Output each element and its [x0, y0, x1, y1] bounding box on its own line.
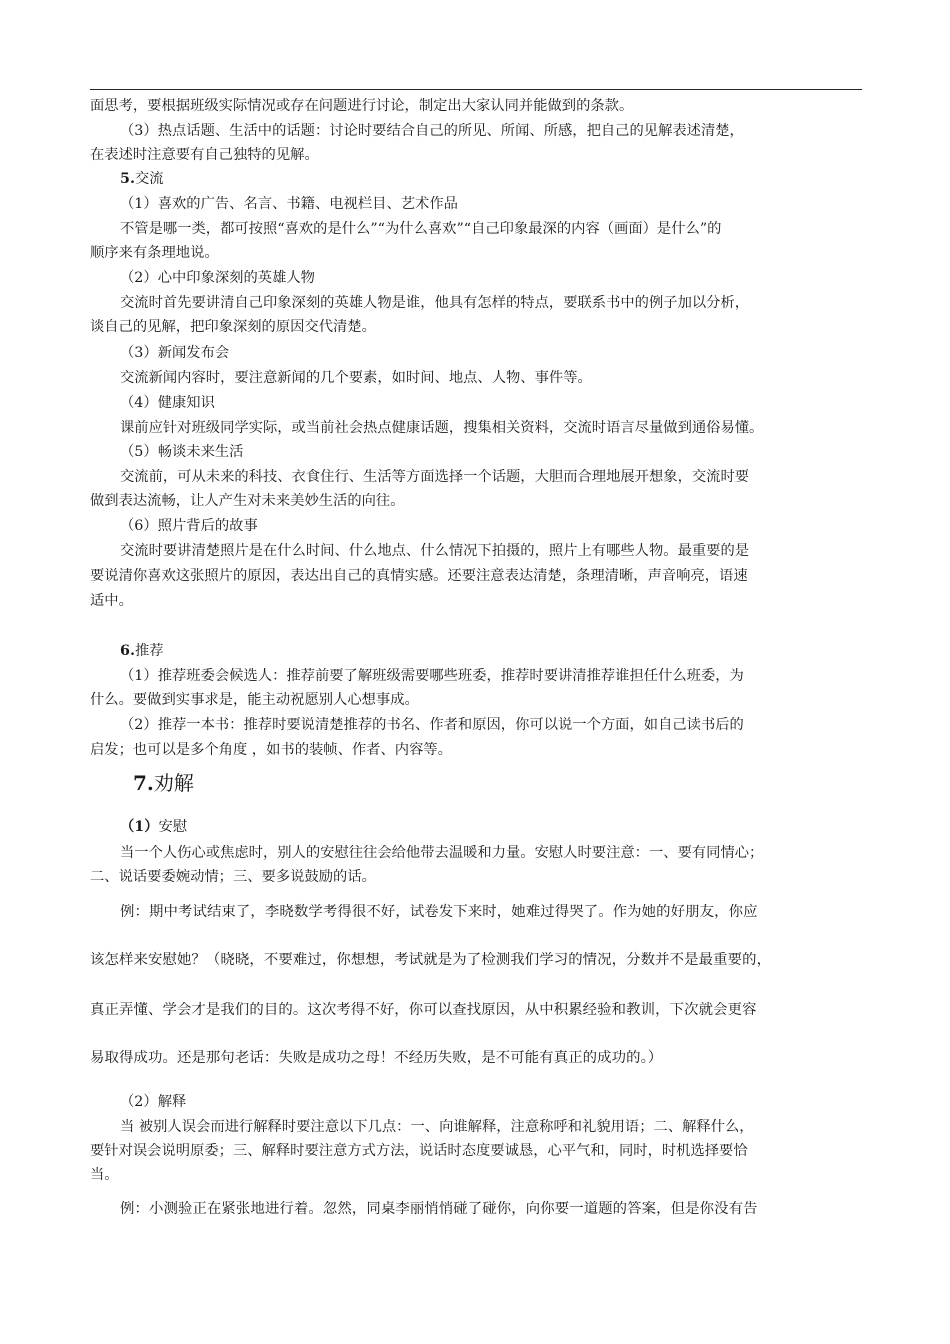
text-line: 交流时要讲清楚照片是在什么时间、什么地点、什么情况下拍摄的，照片上有哪些人物。最重要的是	[120, 543, 750, 559]
example-line: 真正弄懂、学会才是我们的目的。这次考得不好，你可以查找原因，从中积累经验和教训，下次就会更容	[90, 1002, 757, 1018]
subsection-heading: （1）喜欢的广告、名言、书籍、电视栏目、艺术作品	[120, 196, 458, 212]
text-line: （3）热点话题、生活中的话题：讨论时要结合自己的所见、所闻、所感，把自己的见解表述清楚，	[120, 123, 744, 139]
section-number: 5.	[120, 171, 135, 187]
text-line: 当。	[90, 1167, 119, 1183]
example-line: 该怎样来安慰她？（晓晓，不要难过，你想想，考试就是为了检测我们学习的情况，分数并不是最重要的，	[90, 952, 772, 968]
subsection-heading: （3）新闻发布会	[120, 345, 230, 361]
text-line: 交流前，可从未来的科技、衣食住行、生活等方面选择一个话题，大胆而合理地展开想象，交流时要	[120, 469, 750, 485]
text-line: 课前应针对班级同学实际，或当前社会热点健康话题，搜集相关资料，交流时语言尽量做到通俗易懂。	[120, 420, 764, 436]
subsection-heading: （4）健康知识	[120, 395, 215, 411]
section-title: 交流	[134, 171, 164, 187]
text-line: 交流时首先要讲清自己印象深刻的英雄人物是谁，他具有怎样的特点，要联系书中的例子加以分析，	[120, 295, 750, 311]
text-line: 顺序来有条理地说。	[90, 245, 219, 261]
text-line: 在表述时注意要有自己独特的见解。	[90, 147, 319, 163]
subsection-heading: （5）畅谈未来生活	[120, 444, 244, 460]
example-line: 例：期中考试结束了，李晓数学考得很不好，试卷发下来时，她难过得哭了。作为她的好朋友，你应	[120, 904, 758, 920]
subsection-title: 安慰	[158, 819, 188, 835]
example-line: 易取得成功。还是那句老话：失败是成功之母！不经历失败，是不可能有真正的成功的。）	[90, 1050, 663, 1066]
section-number: 7.	[133, 771, 154, 795]
text-line: 要说清你喜欢这张照片的原因，表达出自己的真情实感。还要注意表达清楚，条理清晰，声音响亮，语速	[90, 568, 748, 584]
text-line: 当一个人伤心或焦虑时，别人的安慰往往会给他带去温暖和力量。安慰人时要注意：一、要有同情心；	[120, 845, 764, 861]
subsection-heading: （2）解释	[120, 1094, 187, 1110]
text-line: 做到表达流畅，让人产生对未来美妙生活的向往。	[90, 493, 405, 509]
text-line: 交流新闻内容时，要注意新闻的几个要素，如时间、地点、人物、事件等。	[120, 370, 592, 386]
text-line: 启发；也可以是多个角度 ，如书的装帧、作者、内容等。	[90, 742, 452, 758]
text-line: 谈自己的见解，把印象深刻的原因交代清楚。	[90, 319, 376, 335]
header-rule	[90, 89, 862, 90]
section-number: 6.	[120, 643, 135, 659]
text-line: 不管是哪一类，都可按照“喜欢的是什么”“为什么喜欢”“自己印象最深的内容（画面）是什么”的	[120, 221, 722, 237]
text-line: 适中。	[90, 593, 133, 609]
section-heading-6	[120, 641, 862, 661]
text-line: 要针对误会说明原委；三、解释时要注意方式方法，说话时态度要诚恳，心平气和，同时，时机选择要恰	[90, 1143, 748, 1159]
section-heading-7	[133, 770, 194, 796]
subsection-number: （1）	[120, 819, 159, 835]
subsection-heading: （2）心中印象深刻的英雄人物	[120, 270, 315, 286]
text-line: （2）推荐一本书：推荐时要说清楚推荐的书名、作者和原因，你可以说一个方面，如自己读书后的	[120, 717, 744, 733]
text-line: 面思考，要根据班级实际情况或存在问题进行讨论，制定出大家认同并能做到的条款。	[90, 98, 634, 114]
text-line: 二、说话要委婉动情；三、要多说鼓励的话。	[90, 869, 376, 885]
text-line: 什么。要做到实事求是，能主动祝愿别人心想事成。	[90, 692, 419, 708]
section-heading-5	[120, 169, 862, 189]
subsection-heading: （6）照片背后的故事	[120, 518, 258, 534]
example-line: 例：小测验正在紧张地进行着。忽然，同桌李丽悄悄碰了碰你，向你要一道题的答案，但是你没有告	[120, 1201, 758, 1217]
section-title: 劝解	[153, 771, 194, 795]
text-line: 当 被别人误会而进行解释时要注意以下几点：一、向谁解释，注意称呼和礼貌用语；二、解释什么，	[120, 1119, 754, 1135]
text-line: （1）推荐班委会候选人：推荐前要了解班级需要哪些班委，推荐时要讲清推荐谁担任什么班委，为	[120, 668, 744, 684]
section-title: 推荐	[134, 643, 164, 659]
subsection-heading	[120, 817, 862, 837]
